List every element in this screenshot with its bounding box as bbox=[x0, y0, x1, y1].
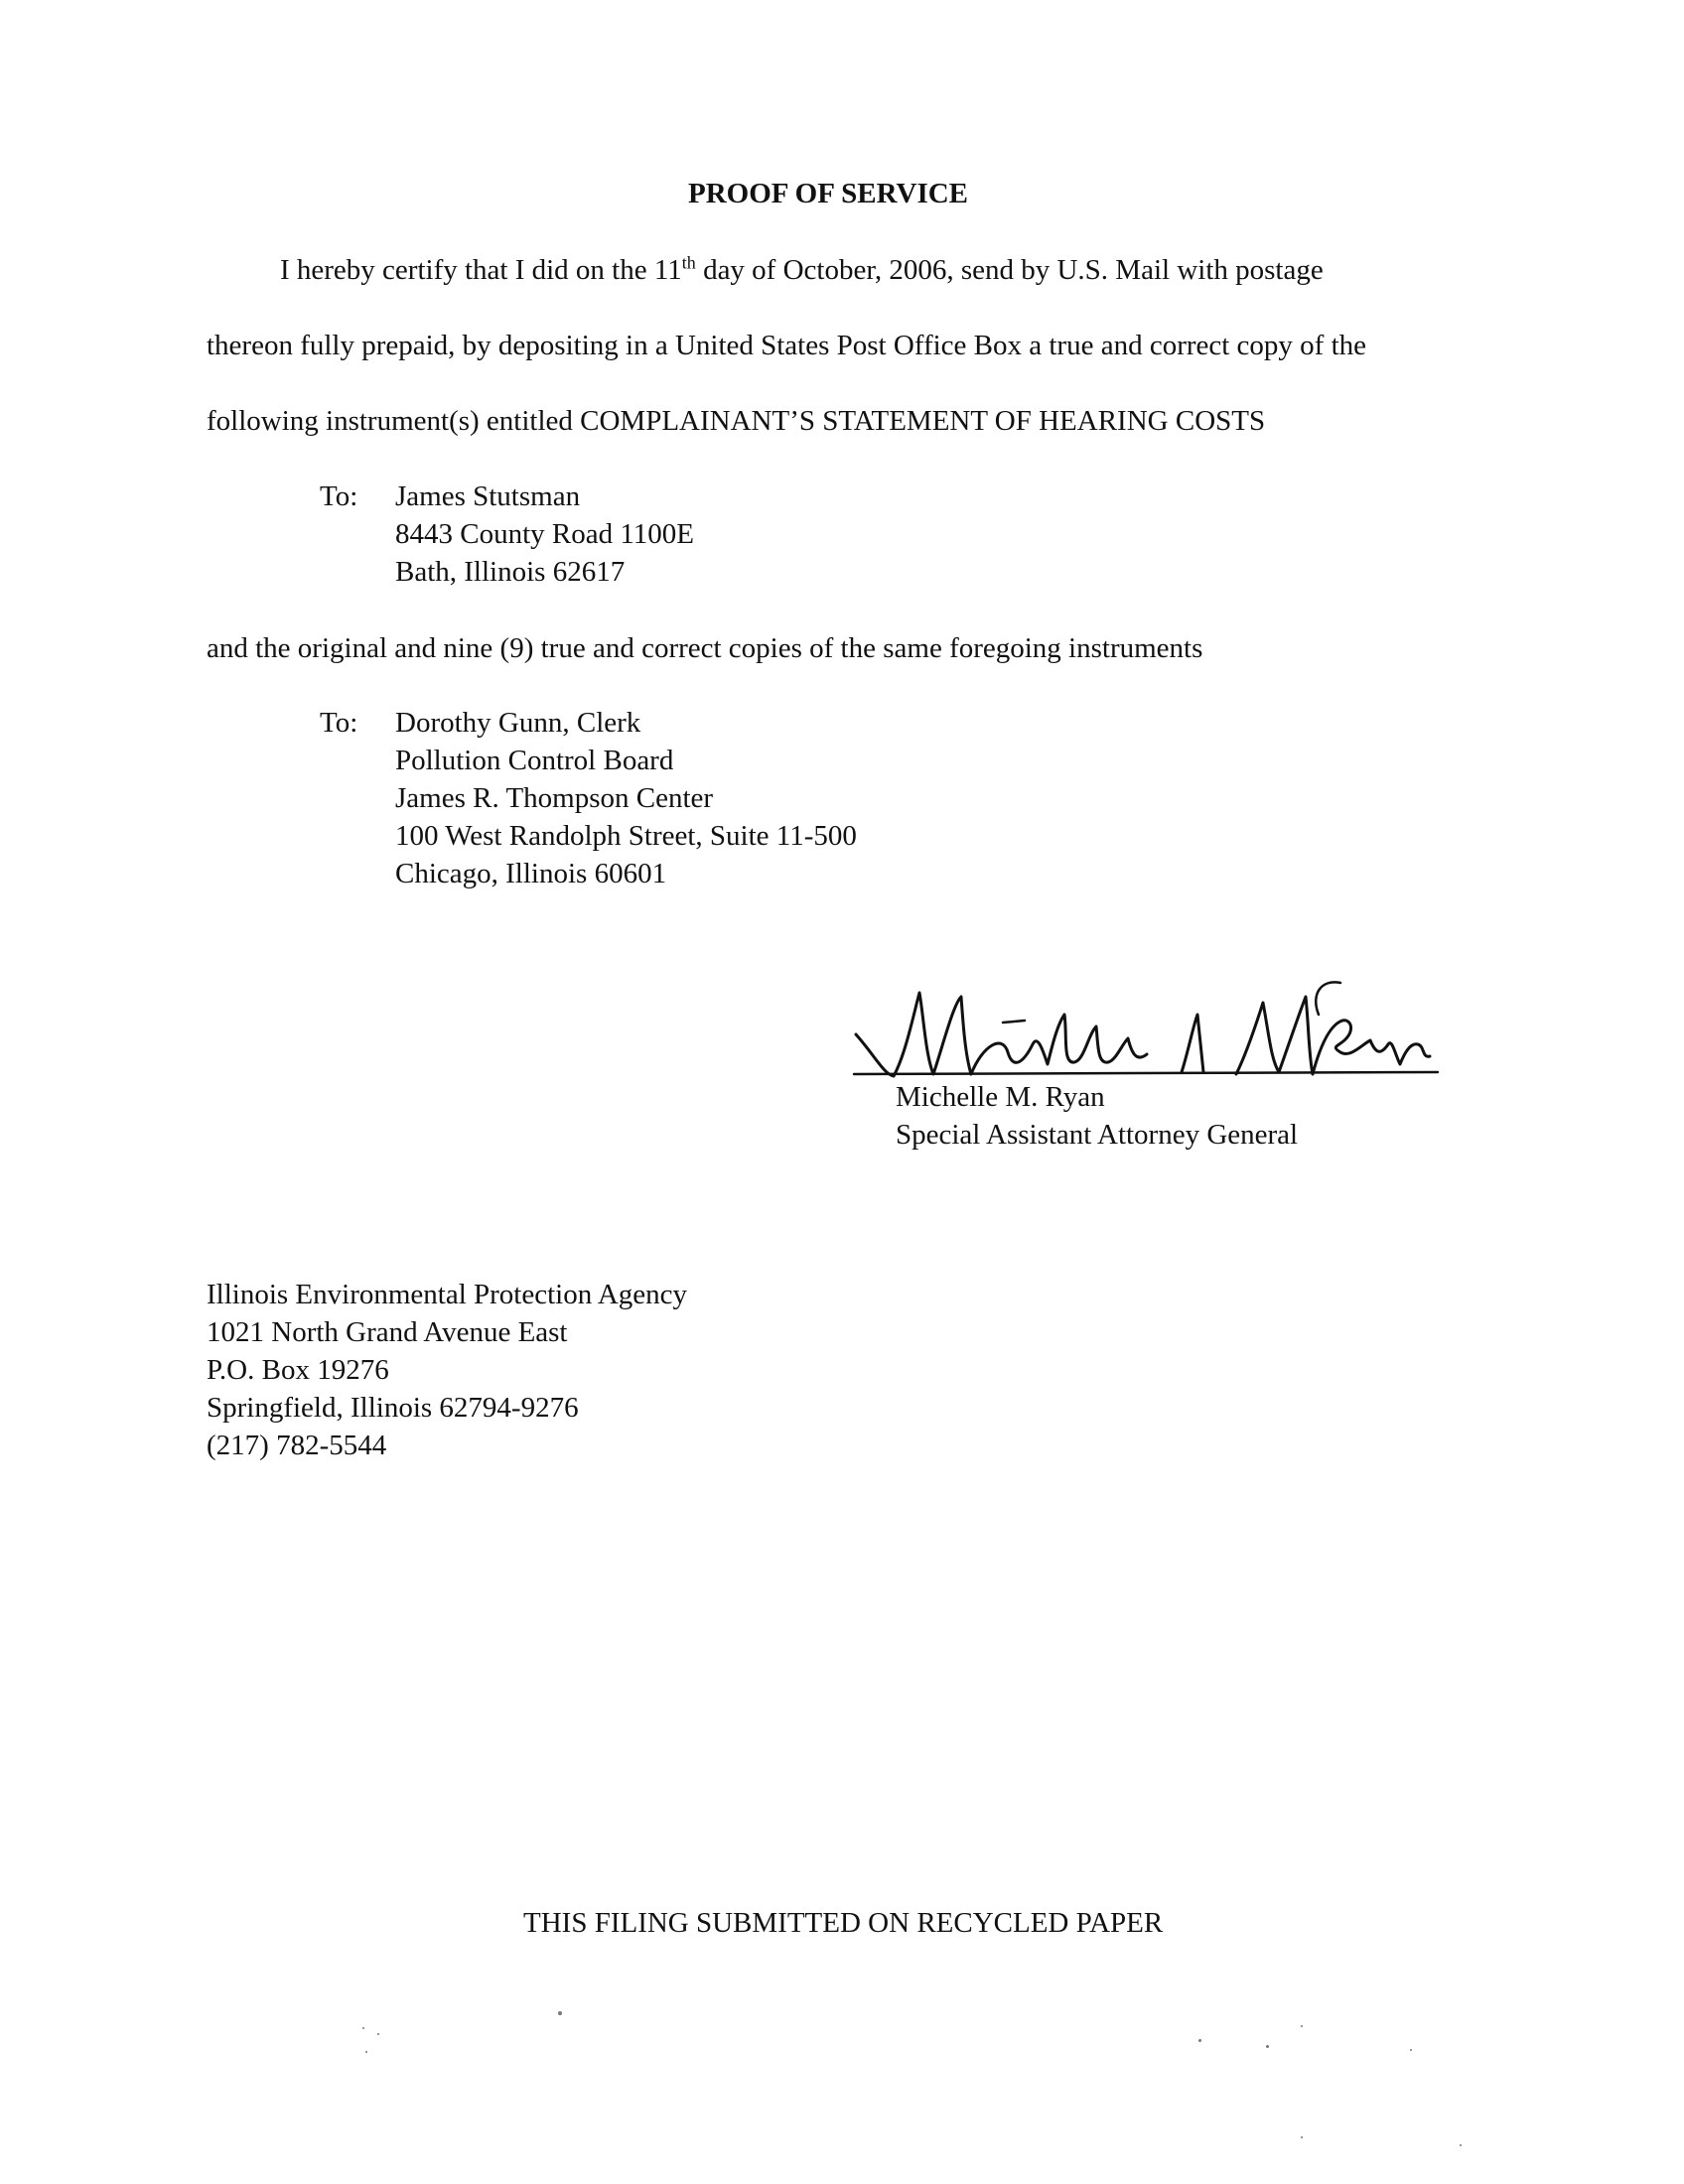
recipient-1-line: Bath, Illinois 62617 bbox=[395, 556, 626, 588]
scan-speck bbox=[1198, 2039, 1201, 2042]
recipient-2-line: James R. Thompson Center bbox=[395, 782, 714, 814]
paragraph-line-1-start: I hereby certify that I did on the 11 bbox=[280, 254, 682, 286]
recipient-2-line: 100 West Randolph Street, Suite 11-500 bbox=[395, 820, 857, 852]
recipient-2-address bbox=[395, 704, 857, 892]
agency-line: P.O. Box 19276 bbox=[207, 1354, 389, 1386]
agency-line: Springfield, Illinois 62794-9276 bbox=[207, 1392, 579, 1424]
scan-speck bbox=[1410, 2049, 1412, 2051]
scan-speck bbox=[558, 2011, 562, 2015]
scan-speck bbox=[377, 2033, 379, 2035]
recipient-1-address bbox=[395, 478, 694, 591]
footer-note: THIS FILING SUBMITTED ON RECYCLED PAPER bbox=[523, 1907, 1164, 1939]
middle-text: and the original and nine (9) true and correct copies of the same foregoing instruments bbox=[207, 632, 1203, 664]
handwritten-signature bbox=[854, 975, 1440, 1089]
scan-speck bbox=[1301, 2136, 1303, 2138]
ordinal-suffix: th bbox=[681, 252, 696, 273]
recipient-2-line: Dorothy Gunn, Clerk bbox=[395, 707, 641, 739]
document-title: PROOF OF SERVICE bbox=[688, 178, 969, 209]
scan-speck bbox=[362, 2027, 364, 2029]
recipient-2-line: Chicago, Illinois 60601 bbox=[395, 858, 667, 889]
agency-line: (217) 782-5544 bbox=[207, 1430, 387, 1461]
scan-speck bbox=[365, 2051, 367, 2053]
scan-speck bbox=[1460, 2144, 1462, 2146]
scan-speck bbox=[1301, 2025, 1303, 2027]
agency-address bbox=[207, 1276, 687, 1464]
paragraph-line-3: following instrument(s) entitled COMPLAINANT’S STATEMENT OF HEARING COSTS bbox=[207, 405, 1266, 437]
agency-line: Illinois Environmental Protection Agency bbox=[207, 1279, 688, 1310]
recipient-2-line: Pollution Control Board bbox=[395, 745, 674, 776]
paragraph-line-1-end: day of October, 2006, send by U.S. Mail with postage bbox=[695, 254, 1324, 286]
paragraph-line-1 bbox=[280, 251, 1324, 289]
paragraph-line-2: thereon fully prepaid, by depositing in a United States Post Office Box a true and correct copy of the bbox=[207, 330, 1367, 361]
signatory-name: Michelle M. Ryan bbox=[896, 1081, 1105, 1113]
recipient-1-line: James Stutsman bbox=[395, 480, 581, 512]
recipient-1-line: 8443 County Road 1100E bbox=[395, 518, 695, 550]
signatory-title: Special Assistant Attorney General bbox=[896, 1119, 1299, 1151]
recipient-1-to-label: To: bbox=[320, 480, 358, 512]
recipient-2-to-label: To: bbox=[320, 707, 358, 739]
signature-drawing bbox=[854, 975, 1440, 1089]
scan-speck bbox=[1266, 2045, 1269, 2048]
agency-line: 1021 North Grand Avenue East bbox=[207, 1316, 568, 1348]
